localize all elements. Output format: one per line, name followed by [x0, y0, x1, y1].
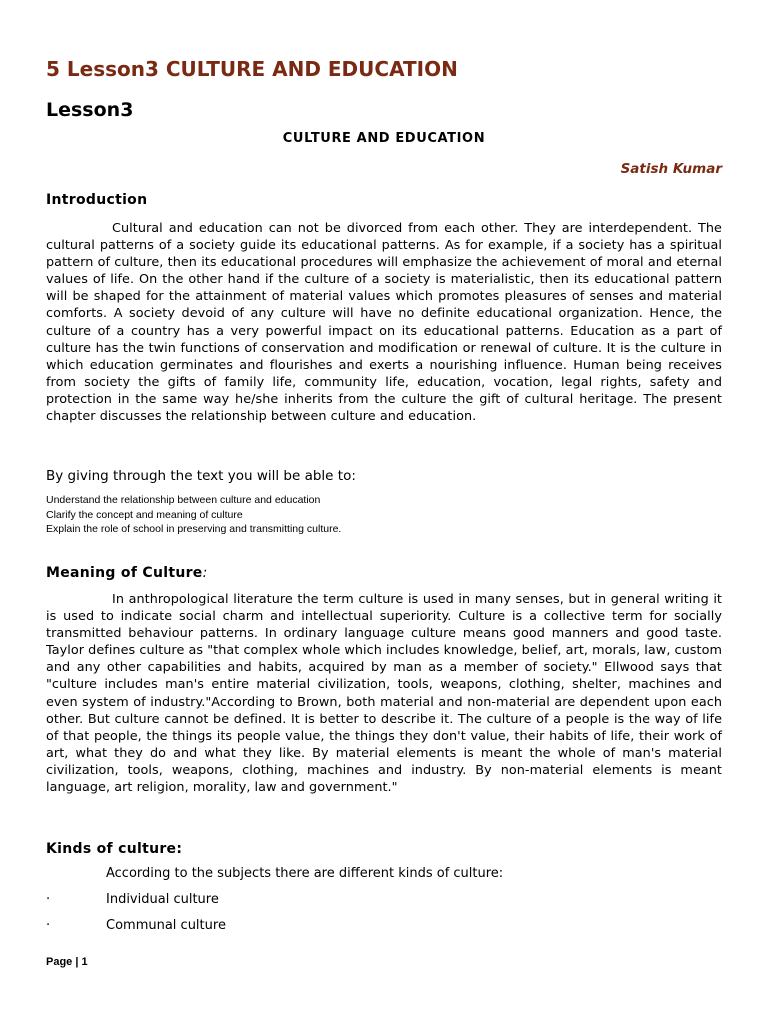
introduction-paragraph — [46, 220, 722, 425]
meaning-heading — [46, 564, 208, 582]
meaning-paragraph — [46, 591, 722, 796]
list-item — [46, 917, 226, 935]
lesson-heading: Lesson3 — [46, 99, 134, 121]
meaning-paragraph-text: In anthropological literature the term culture is used in many senses, but in general writing it is used to indicate social charm and intellectual superiority. Culture is a collective term for socially transmitted behaviour patterns. In ordinary language culture means good manners and good taste. Taylor defines culture as "that complex whole which includes knowledge, belief, art, morals, law, custom and any other capabilities and habits, acquired by man as a member of society." Ellwood says that "culture includes man's entire material civilization, tools, weapons, clothing, shelter, machines and even system of industry."According to Brown, both material and non-material are dependent upon each other. But culture cannot be defined. It is better to describe it. The culture of a people is the way of life of that people, the things its people value, the things they don't value, their habits of life, their work of art, what they do and what they like. By material elements is meant the whole of man's material civilization, tools, weapons, clothing, machines and industry. By non-material elements is meant language, art religion, morality, law and government." — [46, 592, 722, 796]
bullet-icon: · — [46, 892, 51, 907]
objectives-lead-in: By giving through the text you will be able to: — [46, 468, 356, 484]
meaning-heading-suffix: : — [202, 565, 208, 581]
kinds-heading: Kinds of culture: — [46, 841, 183, 857]
chapter-title: CULTURE AND EDUCATION — [282, 131, 486, 146]
introduction-paragraph-text: Cultural and education can not be divorced from each other. They are interdependent. The cultural patterns of a society guide its educational patterns. As for example, if a society has a spiritual pattern of culture, then its educational procedures will emphasize the achievement of moral and eternal values of life. On the other hand if the culture of a society is materialistic, then its educational pattern will be shaped for the attainment of material values which promotes pleasures of senses and material comforts. A society devoid of any culture will have no definite educational organization. Hence, the culture of a country has a very powerful impact on its educational patterns. Education as a part of culture has the twin functions of conservation and modification or renewal of culture. It is the culture in which education germinates and flourishes and exerts a nourishing influence. Human being receives from society the gifts of family life, community life, education, vocation, legal rights, safety and protection in the same way he/she inherits from the culture the gift of cultural heritage. The present chapter discusses the relationship between culture and education. — [46, 221, 722, 425]
introduction-heading: Introduction — [46, 192, 148, 208]
objectives-list — [46, 493, 341, 537]
list-item: Clarify the concept and meaning of culture — [46, 508, 243, 521]
author-name: Satish Kumar — [620, 161, 722, 177]
list-item-label: Communal culture — [106, 918, 226, 933]
list-item: Understand the relationship between culture and education — [46, 494, 321, 506]
list-item — [46, 891, 219, 909]
meaning-heading-text: Meaning of Culture — [46, 565, 203, 581]
bullet-icon: · — [46, 918, 51, 933]
page-number-footer: Page | 1 — [46, 956, 88, 968]
kinds-intro: According to the subjects there are different kinds of culture: — [106, 866, 504, 881]
list-item-label: Individual culture — [106, 892, 219, 907]
list-item: Explain the role of school in preserving and transmitting culture. — [46, 523, 342, 535]
document-title: 5 Lesson3 CULTURE AND EDUCATION — [46, 57, 458, 81]
